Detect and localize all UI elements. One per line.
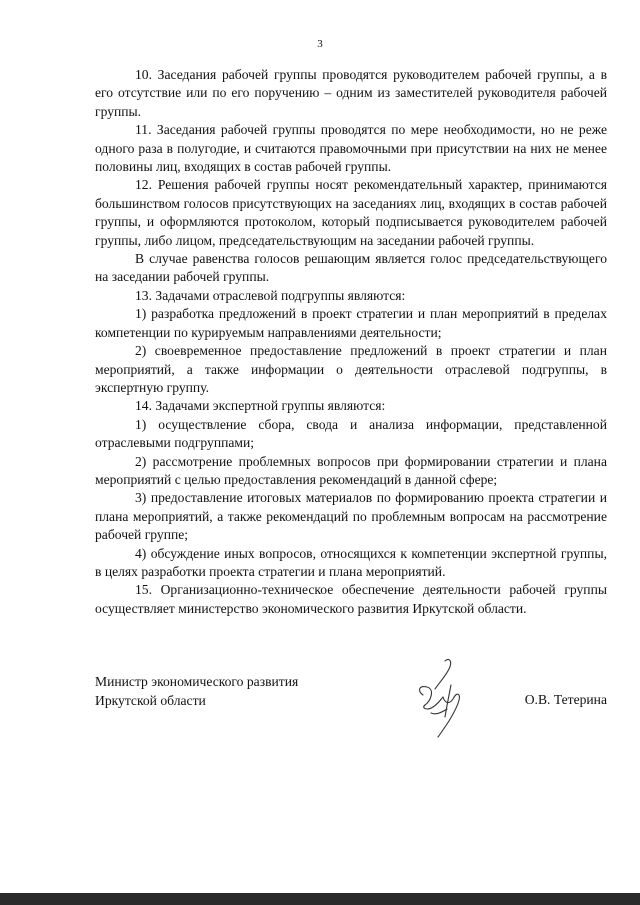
paragraph-10: 10. Заседания рабочей группы проводятся руководителем рабочей группы, а в его отсутствие или по его поручению – одним из заместителей руководителя рабочей группы.	[95, 67, 607, 119]
paragraph-13-heading: 13. Задачами отраслевой подгруппы являются:	[135, 287, 406, 303]
paragraph-14-item-3: 3) предоставление итоговых материалов по формированию проекта стратегии и плана мероприятий, а также рекомендаций по проблемным вопросам на рассмотрение рабочей группе;	[95, 490, 607, 543]
signer-title	[95, 673, 298, 710]
paragraph-14-heading: 14. Задачами экспертной группы являются:	[135, 398, 386, 414]
paragraph-14-item-4: 4) обсуждение иных вопросов, относящихся к компетенции экспертной группы, в целях разработки проекта стратегии и плана мероприятий.	[95, 545, 607, 579]
signer-title-line-2: Иркутской области	[95, 692, 206, 708]
signature-block	[95, 673, 607, 753]
page-number: 3	[317, 38, 323, 50]
paragraph-14-item-1: 1) осуществление сбора, свода и анализа информации, представленной отраслевыми подгруппами;	[95, 416, 607, 451]
paragraph-13-item-1: 1) разработка предложений в проект стратегии и план мероприятий в пределах компетенции по курируемым направлениями деятельности;	[95, 306, 607, 340]
signer-title-line-1: Министр экономического развития	[95, 674, 299, 689]
paragraph-14-item-2: 2) рассмотрение проблемных вопросов при формировании стратегии и плана мероприятий с целью предоставления рекомендаций в данной сфере;	[95, 453, 607, 487]
document-body	[95, 66, 607, 618]
paragraph-11: 11. Заседания рабочей группы проводятся по мере необходимости, но не реже одного раза в полугодие, и считаются правомочными при присутствии на них не менее половины лиц, входящих в состав рабочей группы.	[95, 122, 607, 175]
paragraph-15: 15. Организационно-техническое обеспечение деятельности рабочей группы осуществляет министерство экономического развития Иркутской области.	[95, 582, 607, 616]
paragraph-12-tie-vote: В случае равенства голосов решающим является голос председательствующего на заседании рабочей группы.	[95, 251, 607, 285]
paragraph-13-item-2: 2) своевременное предоставление предложений в проект стратегии и план мероприятий, а также информации о деятельности отраслевой подгруппы, в экспертную группу.	[95, 343, 607, 395]
scan-bottom-edge	[0, 893, 640, 905]
signer-name: О.В. Тетерина	[524, 692, 607, 707]
paragraph-12: 12. Решения рабочей группы носят рекомендательный характер, принимаются большинством голосов присутствующих на заседаниях лиц, входящих в состав рабочей группы, и оформляются протоколом, который подписывается руководителем рабочей группы, либо лицом, председательствующим на заседании рабочей группы.	[95, 177, 607, 248]
handwritten-signature	[405, 655, 475, 741]
